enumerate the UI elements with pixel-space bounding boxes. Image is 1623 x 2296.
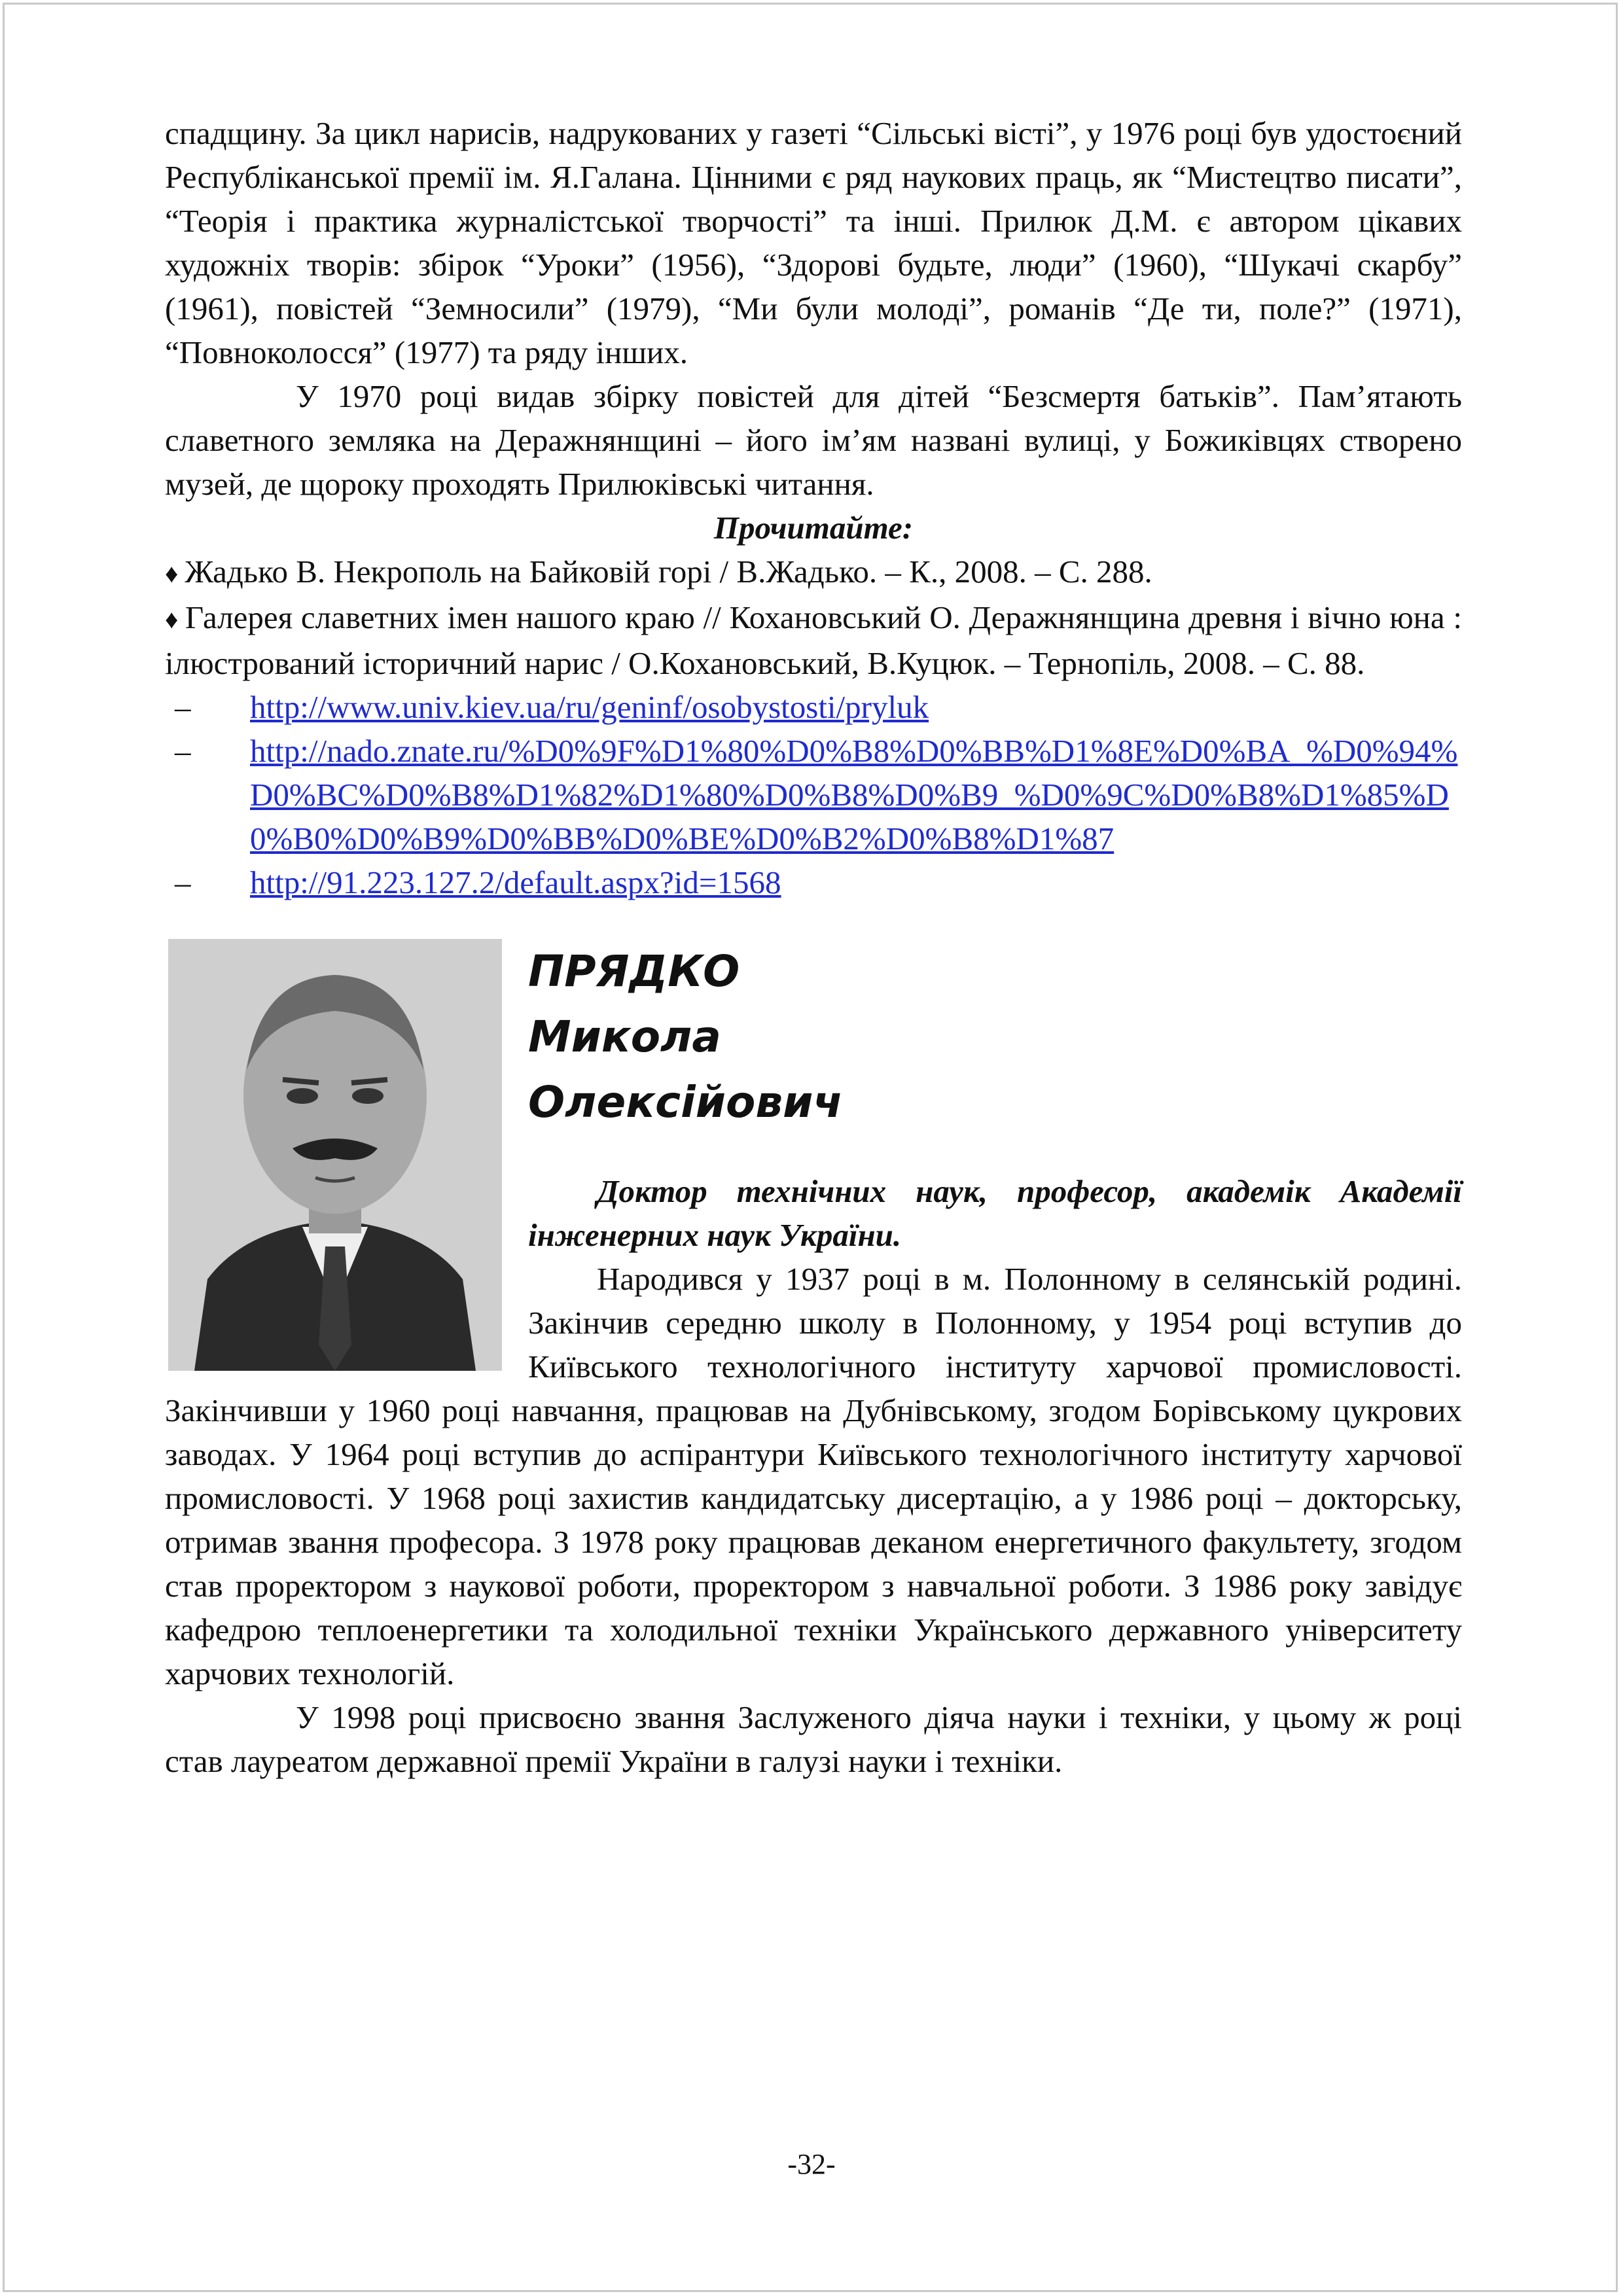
diamond-bullet-icon: ♦ (165, 559, 179, 588)
reference-item: ♦ Жадько В. Некрополь на Байковій горі / В.Жадько. – К., 2008. – С. 288. (165, 554, 1152, 590)
biography-paragraph: Народився у 1937 році в м. Полонному в селянській родині. Закінчив середню школу в Полонному, у 1954 році вступив до Київського технологічного інституту харчової промисловості. Закінчивши у 1960 році навчання, працював на Дубнівському, згодом Борівському цукрових заводах. У 1964 році вступив до аспірантури Київського технологічного інституту харчової промисловості. У 1968 році захистив кандидатську дисертацію, а у 1986 році – докторську, отримав звання професора. З 1978 року працював деканом енергетичного факультету, згодом став проректором з наукової роботи, проректором з навчальної роботи. З 1986 року завідує кафедрою теплоенергетики та холодильної техніки Українського державного університету харчових технологій. (165, 1261, 1462, 1691)
link-list (165, 685, 1462, 904)
diamond-bullet-icon: ♦ (165, 605, 179, 634)
link-item (165, 729, 1462, 860)
page-number: -32- (787, 2148, 836, 2180)
portrait-image (168, 939, 502, 1371)
academic-title: Доктор технічних наук, професор, академік Академії інженерних наук України. (528, 1173, 1462, 1253)
dash-bullet: – (175, 864, 191, 900)
page-content (165, 111, 1462, 1783)
patronymic: Олексійович (528, 1077, 843, 1127)
dash-bullet: – (175, 689, 191, 725)
biography-section (165, 939, 1462, 1783)
paragraph-pryliuk-memory: У 1970 році видав збірку повістей для дітей “Безсмертя батьків”. Пам’ятають славетного земляка на Деражнянщині – його ім’ям названі вулиці, у Божиківцях створено музей, де щороку проходять Прилюківські читання. (165, 378, 1462, 502)
first-name: Микола (528, 1012, 721, 1062)
portrait-photo (168, 939, 502, 1371)
link-item (165, 860, 1462, 904)
dash-bullet: – (175, 733, 191, 769)
read-heading: Прочитайте: (713, 510, 914, 546)
awards-paragraph: У 1998 році присвоєно звання Заслуженого діяча науки і техніки, у цьому ж році став лауреатом державної премії України в галузі науки і техніки. (165, 1699, 1462, 1779)
hyperlink[interactable]: http://www.univ.kiev.ua/ru/geninf/osobystosti/pryluk (250, 689, 929, 725)
hyperlink[interactable]: http://nado.znate.ru/%D0%9F%D1%80%D0%B8%D0%BB%D1%8E%D0%BA_%D0%94%D0%BC%D0%B8%D1%82%D1%80%D0%B8%D0%B9_%D0%9C%D0%B8%D1%85%D0%B0%D0%B9%D0%BB%D0%BE%D0%B2%D0%B8%D1%87 (250, 733, 1458, 857)
surname: ПРЯДКО (528, 946, 740, 997)
paragraph-pryliuk-works: спадщину. За цикл нарисів, надрукованих у газеті “Сільські вісті”, у 1976 році був удостоєний Республіканської премії ім. Я.Галана. Цінними є ряд наукових праць, як “Мистецтво писати”, “Теорія і практика журналістської творчості” та інші. Прилюк Д.М. є автором цікавих художніх творів: збірок “Уроки” (1956), “Здорові будьте, люди” (1960), “Шукачі скарбу” (1961), повістей “Земносили” (1979), “Ми були молоді”, романів “Де ти, поле?” (1971), “Повноколосся” (1977) та ряду інших. (165, 115, 1462, 370)
hyperlink[interactable]: http://91.223.127.2/default.aspx?id=1568 (250, 864, 781, 900)
reference-item: ♦ Галерея славетних імен нашого краю // Кохановський О. Деражнянщина древня і вічно юна : ілюстрований історичний нарис / О.Кохановський, В.Куцюк. – Тернопіль, 2008. – С. 88. (165, 599, 1462, 681)
link-item (165, 685, 1462, 729)
